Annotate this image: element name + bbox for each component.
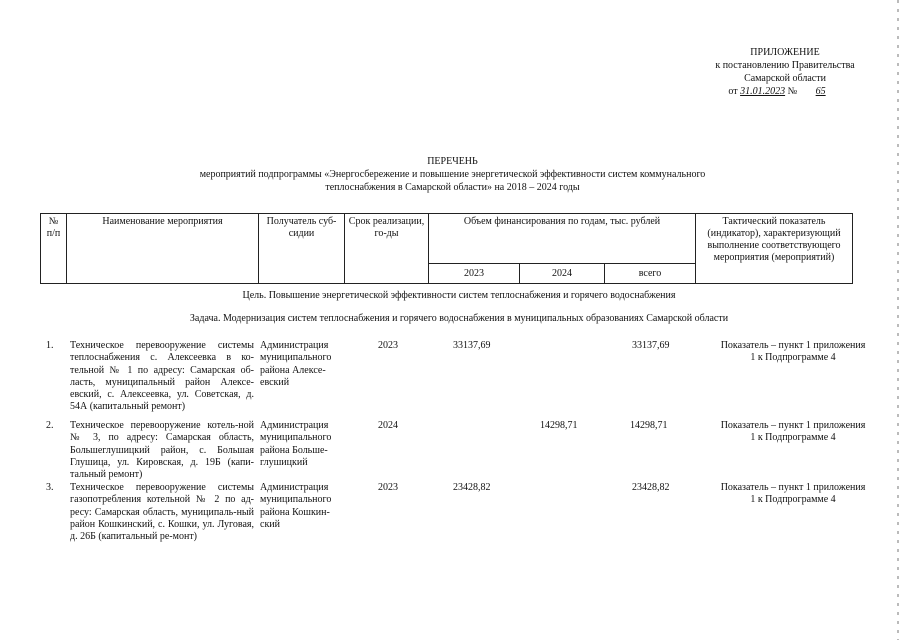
col-term: Срок реализации, го-ды <box>345 214 429 284</box>
row-funding-total: 33137,69 <box>632 340 670 351</box>
row-number: 2. <box>46 420 54 431</box>
row-indicator: Показатель – пункт 1 приложения 1 к Подпрограмме 4 <box>720 340 866 364</box>
row-funding-total: 23428,82 <box>632 482 670 493</box>
row-year: 2024 <box>378 420 398 431</box>
col-total: всего <box>605 264 696 284</box>
row-year: 2023 <box>378 340 398 351</box>
title-main: ПЕРЕЧЕНЬ <box>427 156 478 167</box>
appendix-block <box>700 46 870 98</box>
row-funding-total: 14298,71 <box>630 420 668 431</box>
scan-edge-noise <box>897 0 899 640</box>
appendix-title: ПРИЛОЖЕНИЕ <box>750 47 820 58</box>
row-recipient: Администрация муниципального района Кошкин-ский <box>260 482 332 530</box>
handwritten-date: 31.01.2023 <box>740 86 786 97</box>
handwritten-number: 65 <box>815 86 826 97</box>
title-line2: мероприятий подпрограммы «Энергосбережение и повышение энергетической эффективности систем коммунального <box>199 169 706 180</box>
col-2023: 2023 <box>429 264 520 284</box>
row-name: Техническое перевооружение системы газопотребления котельной № 2 по ад-ресу: Самарская область, муниципаль-ный район Кошкинский, с. Кошки, ул. Луговая, д. 26Б (капитальный ре-монт) <box>70 482 254 543</box>
goal-line: Цель. Повышение энергетической эффективности систем теплоснабжения и горячего водоснабжения <box>242 290 676 301</box>
col-recipient: Получатель суб-сидии <box>259 214 345 284</box>
row-year: 2023 <box>378 482 398 493</box>
col-indicator: Тактический показатель (индикатор), характеризующий выполнение соответствующего мероприятия (мероприятий) <box>696 214 853 284</box>
row-number: 3. <box>46 482 54 493</box>
appendix-date-line: от 31.01.2023 № 65 <box>700 85 870 98</box>
row-funding-2023: 33137,69 <box>453 340 491 351</box>
row-funding-2024: 14298,71 <box>540 420 578 431</box>
row-name: Техническое перевооружение системы теплоснабжения с. Алексеевка в ко-тельной № 1 по адресу: Самарская об-ласть, муниципальный район Алексе-евский, с. Алексеевка, ул. Советская, д. 54А (капитальный ремонт) <box>70 340 254 413</box>
task-line: Задача. Модернизация систем теплоснабжения и горячего водоснабжения в муниципальных образованиях Самарской области <box>189 313 729 324</box>
appendix-line2: к постановлению Правительства <box>715 60 855 71</box>
col-name: Наименование мероприятия <box>67 214 259 284</box>
col-funding: Объем финансирования по годам, тыс. рублей <box>429 214 696 264</box>
document-title <box>0 155 905 194</box>
measures-table-header <box>40 213 853 284</box>
row-indicator: Показатель – пункт 1 приложения 1 к Подпрограмме 4 <box>720 420 866 444</box>
title-line3: теплоснабжения в Самарской области» на 2018 – 2024 годы <box>325 182 580 193</box>
col-num: № п/п <box>41 214 67 284</box>
row-number: 1. <box>46 340 54 351</box>
row-recipient: Администрация муниципального района Алексе-евский <box>260 340 332 388</box>
row-recipient: Администрация муниципального района Больше-глушицкий <box>260 420 332 468</box>
row-funding-2023: 23428,82 <box>453 482 491 493</box>
row-name: Техническое перевооружение котель-ной № 3, по адресу: Самарская область, Большеглушицкий район, с. Большая Глушица, ул. Кировская, д. 19Б (капи-тальный ремонт) <box>70 420 254 481</box>
row-indicator: Показатель – пункт 1 приложения 1 к Подпрограмме 4 <box>720 482 866 506</box>
col-2024: 2024 <box>520 264 605 284</box>
appendix-line3: Самарской области <box>744 73 826 84</box>
